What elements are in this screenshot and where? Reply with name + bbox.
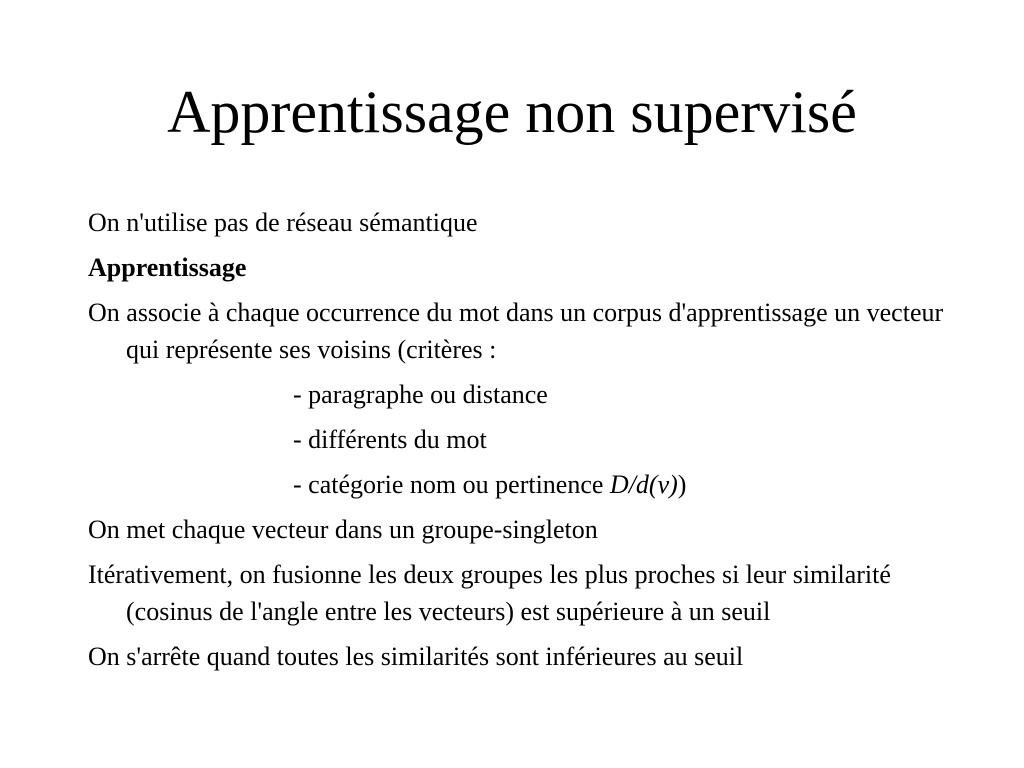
- criterion-category: [88, 466, 948, 503]
- line-stop-condition: On s'arrête quand toutes les similarités sont inférieures au seuil: [88, 642, 744, 671]
- criterion-category-text: - catégorie nom ou pertinence: [293, 470, 610, 499]
- criterion-paragraph-distance: - paragraphe ou distance: [293, 380, 548, 409]
- criterion-close-paren: ): [677, 470, 687, 499]
- line-vector-association: On associe à chaque occurrence du mot dans un corpus d'apprentissage un vecteur qui représente ses voisins (critères :: [88, 298, 944, 364]
- criterion-different-word: - différents du mot: [293, 425, 487, 454]
- slide-title: Apprentissage non supervisé: [167, 79, 857, 145]
- slide-body: [88, 204, 948, 683]
- line-no-semantic-network: On n'utilise pas de réseau sémantique: [88, 208, 478, 237]
- criterion-formula: D/d(v): [609, 470, 678, 499]
- line-iterative-merge: Itérativement, on fusionne les deux groupes les plus proches si leur similarité (cosinus de l'angle entre les vecteurs) est supérieure à un seuil: [88, 560, 891, 626]
- section-heading-apprentissage: Apprentissage: [88, 253, 247, 282]
- line-singleton-groups: On met chaque vecteur dans un groupe-singleton: [88, 515, 598, 544]
